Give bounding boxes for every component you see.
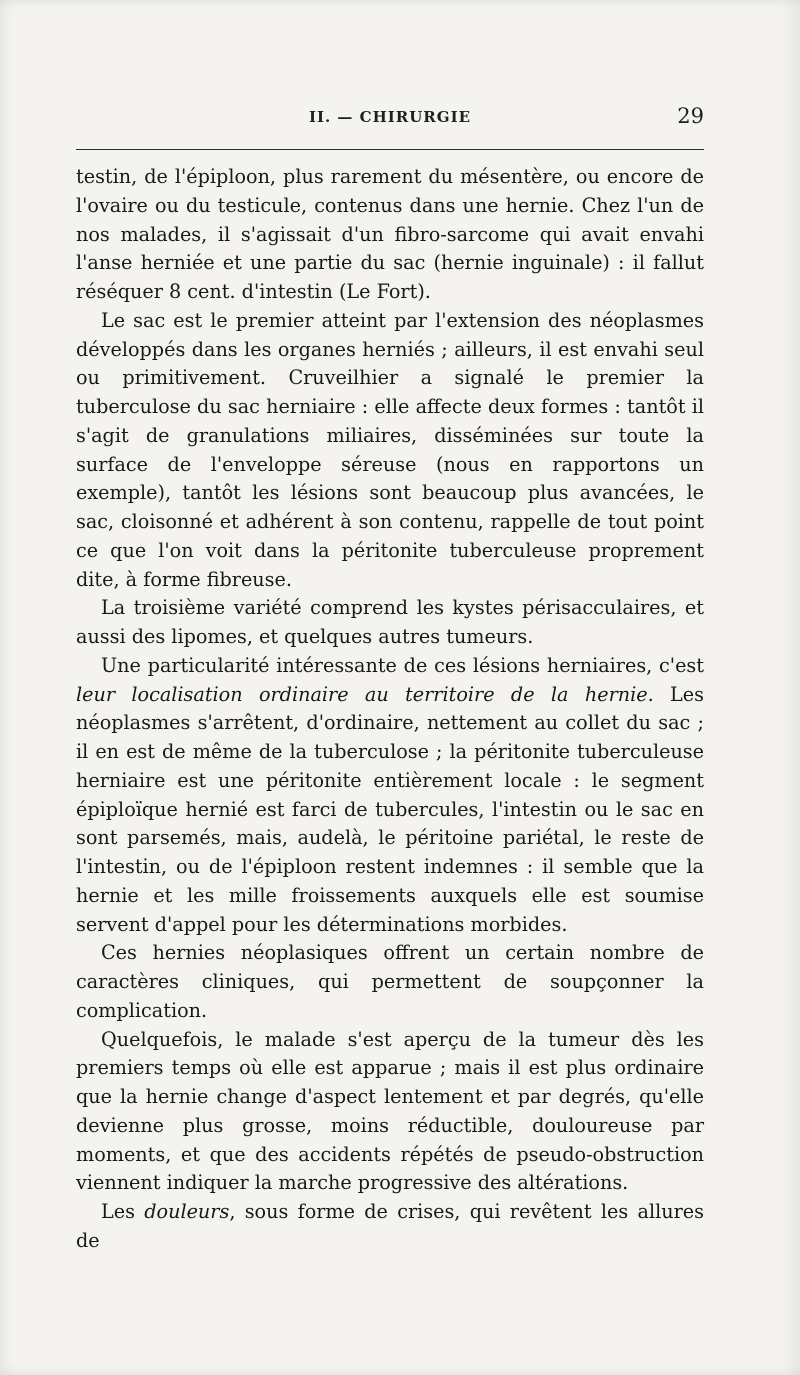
paragraph-3: La troisième variété comprend les kystes périsacculaires, et aussi des lipomes, et quelques autres tumeurs. (76, 596, 704, 648)
paragraph-4-lead: Une particularité intéressante de ces lésions herniaires, c'est (101, 653, 704, 677)
section-title: II. — CHIRURGIE (308, 108, 472, 126)
paragraph-5: Ces hernies néoplasiques offrent un certain nombre de caractères cliniques, qui permettent de soupçonner la complication. (76, 941, 704, 1022)
paragraph-4 (76, 652, 704, 940)
paragraph-6: Quelquefois, le malade s'est aperçu de la tumeur dès les premiers temps où elle est apparue ; mais il est plus ordinaire que la hernie change d'aspect lentement et par degrés, qu'elle devienne plus grosse, moins réductible, douloureuse par moments, et que des accidents répétés de pseudo-obstruction viennent indiquer la marche progressive des altérations. (76, 1027, 704, 1195)
paragraph-7 (76, 1198, 704, 1256)
paragraph-2: Le sac est le premier atteint par l'extension des néoplasmes développés dans les organes herniés ; ailleurs, il est envahi seul ou primitivement. Cruveilhier a signalé le premier la tuberculose du sac herniaire : elle affecte deux formes : tantôt il s'agit de granulations miliaires, disséminées sur toute la surface de l'enveloppe séreuse (nous en rapportons un exemple), tantôt les lésions sont beaucoup plus avancées, le sac, cloisonné et adhérent à son contenu, rappelle de tout point ce que l'on voit dans la péritonite tuberculeuse proprement dite, à forme fibreuse. (76, 308, 704, 591)
paragraph-7-emphasis: douleurs (144, 1200, 230, 1223)
body-text (76, 163, 704, 1256)
paragraph-1: testin, de l'épiploon, plus rarement du mésentère, ou encore de l'ovaire ou du testicule, contenus dans une hernie. Chez l'un de nos malades, il s'agissait d'un fibro-sarcome qui avait envahi l'anse herniée et une partie du sac (hernie inguinale) : il fallut réséquer 8 cent. d'intestin (Le Fort). (76, 165, 704, 303)
page-number: 29 (677, 104, 704, 128)
running-head (76, 104, 704, 134)
paragraph-4-emphasis: leur localisation ordinaire au territoire de la hernie. (76, 682, 654, 706)
header-rule (76, 149, 704, 150)
paragraph-7-rest: , sous forme de crises, qui revêtent les allures de (76, 1200, 704, 1252)
paragraph-4-rest: Les néoplasmes s'arrêtent, d'ordinaire, nettement au collet du sac ; il en est de même de la tuberculose ; la péritonite tuberculeuse herniaire est une péritonite entièrement locale : le segment épiploïque hernié est farci de tubercules, l'intestin ou le sac en sont parsemés, mais, audelà, le péritoine pariétal, le reste de l'intestin, ou de l'épiploon restent indemnes : il semble que la hernie et les mille froissements auxquels elle est soumise servent d'appel pour les déterminations morbides. (76, 682, 704, 936)
paragraph-7-lead: Les (101, 1200, 145, 1223)
